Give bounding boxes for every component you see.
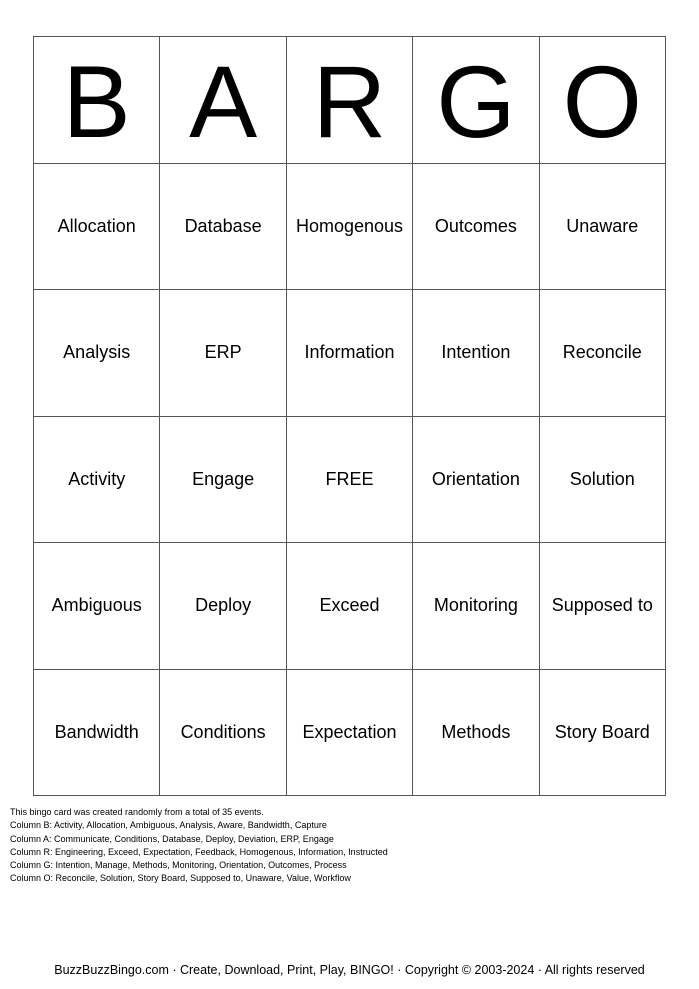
- bingo-cell: Outcomes: [413, 164, 539, 291]
- bingo-cell: Conditions: [160, 670, 286, 797]
- info-column-o: Column O: Reconcile, Solution, Story Board, Supposed to, Unaware, Value, Workflow: [10, 873, 351, 884]
- bingo-cell: Methods: [413, 670, 539, 797]
- bingo-cell: Supposed to: [540, 543, 666, 670]
- bingo-cell: Bandwidth: [34, 670, 160, 797]
- info-column-g: Column G: Intention, Manage, Methods, Monitoring, Orientation, Outcomes, Process: [10, 860, 347, 871]
- bingo-cell: Intention: [413, 290, 539, 417]
- bingo-cell: Unaware: [540, 164, 666, 291]
- bingo-cell: Activity: [34, 417, 160, 544]
- bingo-card: [33, 36, 666, 796]
- info-column-b: Column B: Activity, Allocation, Ambiguous, Analysis, Aware, Bandwidth, Capture: [10, 820, 327, 831]
- bingo-cell: Story Board: [540, 670, 666, 797]
- bingo-cell: Orientation: [413, 417, 539, 544]
- bingo-cell: Information: [287, 290, 413, 417]
- header-letter-r: R: [287, 37, 413, 164]
- bingo-cell: Exceed: [287, 543, 413, 670]
- footer-copyright: BuzzBuzzBingo.com · Create, Download, Print, Play, BINGO! · Copyright © 2003-2024 · All rights reserved: [54, 963, 645, 977]
- bingo-cell: Allocation: [34, 164, 160, 291]
- info-column-a: Column A: Communicate, Conditions, Database, Deploy, Deviation, ERP, Engage: [10, 833, 334, 844]
- card-info: [10, 806, 388, 886]
- header-letter-g: G: [413, 37, 539, 164]
- bingo-cell: Database: [160, 164, 286, 291]
- bingo-cell: Reconcile: [540, 290, 666, 417]
- bingo-cell: Deploy: [160, 543, 286, 670]
- header-letter-a: A: [160, 37, 286, 164]
- bingo-cell: ERP: [160, 290, 286, 417]
- free-space-cell: FREE: [287, 417, 413, 544]
- bingo-cell: Solution: [540, 417, 666, 544]
- header-letter-o: O: [540, 37, 666, 164]
- bingo-cell: Ambiguous: [34, 543, 160, 670]
- header-letter-b: B: [34, 37, 160, 164]
- bingo-cell: Expectation: [287, 670, 413, 797]
- bingo-cell: Analysis: [34, 290, 160, 417]
- bingo-cell: Homogenous: [287, 164, 413, 291]
- info-summary: This bingo card was created randomly from a total of 35 events.: [10, 807, 264, 817]
- bingo-cell: Engage: [160, 417, 286, 544]
- info-column-r: Column R: Engineering, Exceed, Expectation, Feedback, Homogenous, Information, Instructed: [10, 846, 388, 857]
- bingo-cell: Monitoring: [413, 543, 539, 670]
